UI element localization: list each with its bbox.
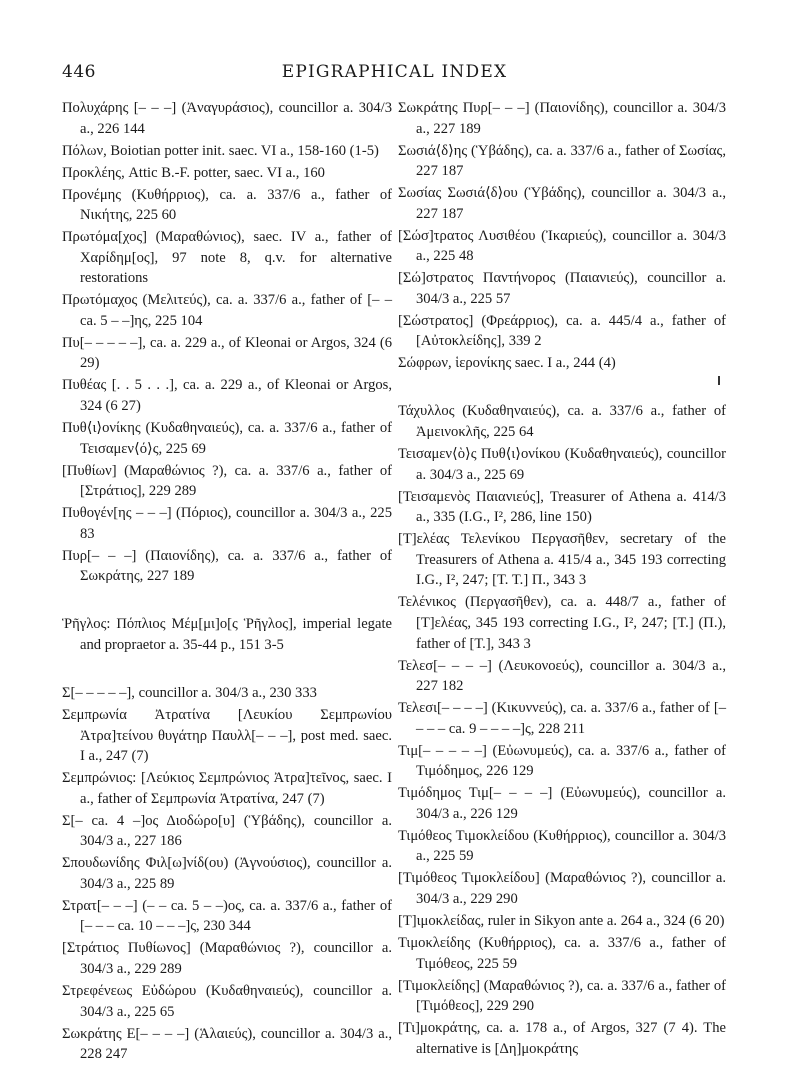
index-entry: [Στράτιος Πυθίωνος] (Μαραθώνιος ?), councillor a. 304/3 a., 229 289 — [62, 940, 392, 977]
index-entry: Σωσιά⟨δ⟩ης (Ὑβάδης), ca. a. 337/6 a., father of Σωσίας, 227 187 — [398, 142, 726, 180]
index-column-right — [398, 98, 726, 1061]
running-head: EPIGRAPHICAL INDEX — [281, 62, 508, 82]
index-entry: Πολυχάρης [– – –] (Ἀναγυράσιος), councillor a. 304/3 a., 226 144 — [62, 100, 392, 137]
index-entry: Σεμπρώνιος: [Λεύκιος Σεμπρώνιος Ἀτρα]τεῖνος, saec. I a., father of Σεμπρωνία Ἀτρατίνα, 247 (7) — [62, 770, 392, 807]
index-entry: Πρωτόμαχος (Μελιτεύς), ca. a. 337/6 a., father of [– – ca. 5 – –]ης, 225 104 — [62, 292, 392, 329]
index-entry: Τιμοκλείδης (Κυθήρριος), ca. a. 337/6 a., father of Τιμόθεος, 225 59 — [398, 934, 726, 972]
index-entry: Πυθ⟨ι⟩ονίκης (Κυδαθηναιεύς), ca. a. 337/6 a., father of Τεισαμεν⟨ό⟩ς, 225 69 — [62, 420, 392, 457]
margin-mark — [718, 376, 720, 385]
index-entry: [Τεισαμενὸς Παιανιεύς], Treasurer of Athena a. 414/3 a., 335 (I.G., I², 286, line 150) — [398, 488, 726, 526]
index-entry: Τελεσι[– – – –] (Κικυννεύς), ca. a. 337/6 a., father of [– – – – ca. 9 – – – –]ς, 228 211 — [398, 700, 726, 737]
index-entry: Πρωτόμα[χος] (Μαραθώνιος), saec. IV a., father of Χαρίδημ[ος], 97 note 8, q.v. for alternative restorations — [62, 229, 392, 287]
index-entry: Τελένικος (Περγασῆθεν), ca. a. 448/7 a., father of [Τ]ελέας, 345 193 correcting I.G., I², 247; [Τ.] (Π.), father of [Τ.], 343 3 — [398, 594, 726, 652]
index-entry: Σωκράτης Πυρ[– – –] (Παιονίδης), councillor a. 304/3 a., 227 189 — [398, 100, 726, 137]
index-entry: Προνέμης (Κυθήρριος), ca. a. 337/6 a., father of Νικήτης, 225 60 — [62, 186, 392, 224]
index-entry: Πυρ[– – –] (Παιονίδης), ca. a. 337/6 a., father of Σωκράτης, 227 189 — [62, 547, 392, 585]
index-entry: Ῥῆγλος: Πόπλιος Μέμ[μι]ο[ς Ῥῆγλος], imperial legate and propraetor a. 35-44 p., 151 3-5 — [62, 616, 392, 653]
index-entry: Σ[– – – – –], councillor a. 304/3 a., 230 333 — [62, 684, 317, 701]
index-entry: [Τιμοκλείδης] (Μαραθώνιος ?), ca. a. 337/6 a., father of [Τιμόθεος], 229 290 — [398, 977, 726, 1015]
index-entry: [Τ]ιμοκλείδας, ruler in Sikyon ante a. 264 a., 324 (6 20) — [398, 913, 725, 929]
index-entry: Τιμόθεος Τιμοκλείδου (Κυθήρριος), councillor a. 304/3 a., 225 59 — [398, 827, 726, 865]
index-entry: Στρατ[– – –] (– – ca. 5 – –)ος, ca. a. 337/6 a., father of [– – – ca. 10 – – –]ς, 230 344 — [62, 897, 392, 935]
index-entry: Προκλέης, Attic B.-F. potter, saec. VI a., 160 — [62, 164, 325, 181]
index-entry: Πόλων, Boiotian potter init. saec. VI a., 158-160 (1-5) — [62, 142, 379, 159]
index-entry: [Σώσ]τρατος Λυσιθέου (Ἰκαριεύς), councillor a. 304/3 a., 225 48 — [398, 227, 726, 265]
index-entry: Σεμπρωνία Ἀτρατίνα [Λευκίου Σεμπρωνίου Ἀτρα]τείνου θυγάτηρ Παυλλ[– – –], post med. saec. I a., 247 (7) — [62, 706, 392, 765]
index-entry: [Τιμόθεος Τιμοκλείδου] (Μαραθώνιος ?), councillor a. 304/3 a., 229 290 — [398, 870, 726, 908]
index-entry: Τεισαμεν⟨ὸ⟩ς Πυθ⟨ι⟩ονίκου (Κυδαθηναιεύς), councillor a. 304/3 a., 225 69 — [398, 446, 726, 483]
index-entry: Τελεσ[– – – –] (Λευκονοεύς), councillor a. 304/3 a., 227 182 — [398, 657, 726, 695]
page-number: 446 — [62, 62, 96, 82]
section-gap — [62, 588, 392, 614]
index-entry: [Πυθίων] (Μαραθώνιος ?), ca. a. 337/6 a., father of [Στράτιος], 229 289 — [62, 462, 392, 500]
index-entry: [Τι]μοκράτης, ca. a. 178 a., of Argos, 327 (7 4). The alternative is [Δη]μοκράτης — [398, 1020, 726, 1057]
section-gap — [62, 657, 392, 683]
index-entry: Σώφρων, ἱερονίκης saec. I a., 244 (4) — [398, 355, 616, 372]
index-entry: Σωσίας Σωσιά⟨δ⟩ου (Ὑβάδης), councillor a. 304/3 a., 227 187 — [398, 185, 726, 222]
index-entry: [Τ]ελέας Τελενίκου Περγασῆθεν, secretary of the Treasurers of Athena a. 415/4 a., 345 193 correcting I.G., I², 247; [Τ. Τ.] Π., 343 3 — [398, 531, 726, 589]
index-entry: [Σώστρατος] (Φρεάρριος), ca. a. 445/4 a., father of [Αὐτοκλείδης], 339 2 — [398, 312, 726, 350]
index-entry: Σ[– ca. 4 –]ος Διοδώρο[υ] (Ὑβάδης), councillor a. 304/3 a., 227 186 — [62, 812, 392, 850]
index-column-left — [62, 98, 392, 1066]
index-entry: Σπουδωνίδης Φιλ[ω]νίδ(ου) (Ἀγνούσιος), councillor a. 304/3 a., 225 89 — [62, 855, 392, 892]
page-header — [62, 62, 727, 84]
index-entry: Σωκράτης Ε[– – – –] (Ἁλαιεύς), councillor a. 304/3 a., 228 247 — [62, 1025, 392, 1063]
section-gap — [398, 375, 726, 401]
index-entry: Τιμ[– – – – –] (Εὐωνυμεύς), ca. a. 337/6 a., father of Τιμόδημος, 226 129 — [398, 742, 726, 780]
index-entry: Τιμόδημος Τιμ[– – – –] (Εὐωνυμεύς), councillor a. 304/3 a., 226 129 — [398, 785, 726, 822]
index-entry: Πυθογέν[ης – – –] (Πόριος), councillor a. 304/3 a., 225 83 — [62, 505, 392, 542]
index-entry: Πυ[– – – – –], ca. a. 229 a., of Kleonai or Argos, 324 (6 29) — [62, 334, 392, 372]
index-entry: Τάχυλλος (Κυδαθηναιεύς), ca. a. 337/6 a., father of Ἀμεινοκλῆς, 225 64 — [398, 403, 726, 441]
index-entry: [Σώ]στρατος Παντήνορος (Παιανιεύς), councillor a. 304/3 a., 225 57 — [398, 270, 726, 307]
index-entry: Πυθέας [. . 5 . . .], ca. a. 229 a., of Kleonai or Argos, 324 (6 27) — [62, 377, 392, 415]
index-entry: Στρεφένεως Εὐδώρου (Κυδαθηναιεύς), councillor a. 304/3 a., 225 65 — [62, 982, 392, 1020]
